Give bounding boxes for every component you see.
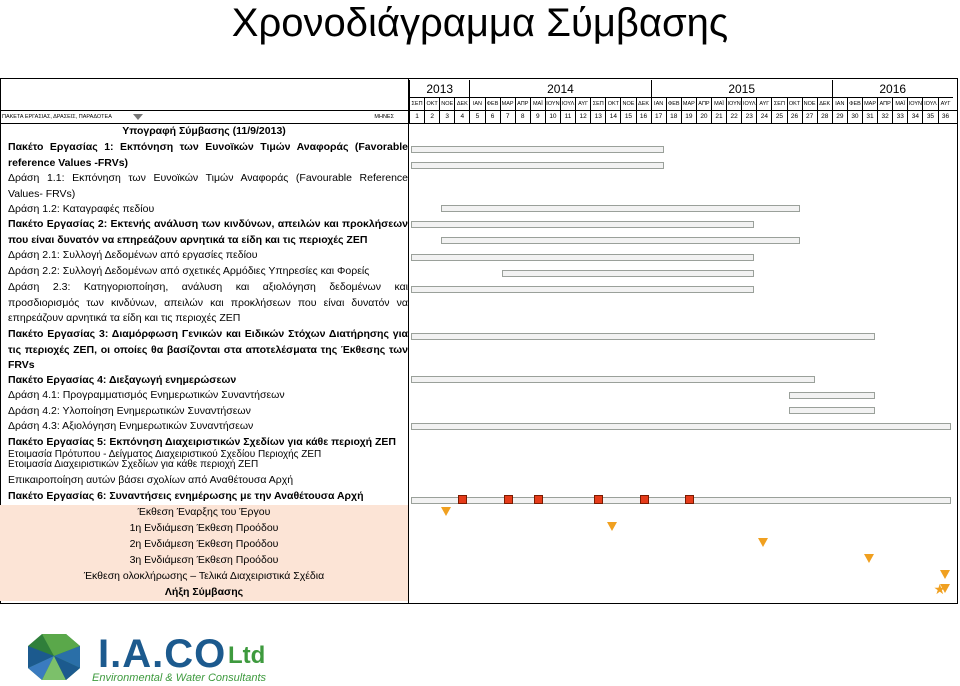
month-label: ΝΟΕ [802,98,817,110]
month-number: 32 [877,110,892,123]
month-label: ΙΟΥΝ [907,98,922,110]
month-label: ΙΟΥΛ [560,98,575,110]
gantt-bar [411,376,815,383]
row-label-11: Δράση 4.1: Προγραμματισμός Ενημερωτικών Συναντήσεων [8,389,285,401]
row-label-5: Πακέτο Εργασίας 2: Εκτενής ανάλυση των κινδύνων, απειλών και προκλήσεων που είναι δυνατόν να επηρεάζουν αρνητικά τα είδη και τις περιοχές ΖΕΠ [8,218,408,246]
logo-tagline: Environmental & Water Consultants [92,672,267,684]
milestone-label: Έκθεση Έναρξης του Έργου [137,506,271,518]
month-label: ΑΥΓ [575,98,590,110]
month-label: ΔΕΚ [454,98,469,110]
row-label-4: Δράση 1.2: Καταγραφές πεδίου [8,203,155,215]
month-number: 4 [454,110,469,123]
month-label: ΟΚΤ [605,98,620,110]
gantt-bar [441,237,799,244]
gantt-bar [411,146,664,153]
month-number: 12 [575,110,590,123]
month-label: ΦΕΒ [847,98,862,110]
month-number: 34 [907,110,922,123]
month-label: ΙΟΥΛ [922,98,937,110]
month-number: 2 [424,110,439,123]
deliverable-arrow-icon [758,538,768,547]
gantt-bar [411,162,664,169]
month-number: 19 [681,110,696,123]
row-label-16: Ετοιμασία Διαχειριστικών Σχεδίων για κάθε περιοχή ΖΕΠ [8,459,259,470]
month-label: ΑΠΡ [877,98,892,110]
meeting-marker-icon [594,495,603,504]
month-label: ΜΑΡ [500,98,515,110]
row-label-14: Πακέτο Εργασίας 5: Εκπόνηση Διαχειριστικών Σχεδίων για κάθε περιοχή ΖΕΠ [8,436,396,448]
months-header-label: ΜΗΝΕΣ [374,114,394,120]
month-label: ΜΑΪ [711,98,726,110]
month-number: 8 [515,110,530,123]
meeting-marker-icon [504,495,513,504]
gantt-bar [411,333,875,340]
month-label: ΣΕΠ [409,98,424,110]
month-label: ΙΟΥΝ [726,98,741,110]
gantt-bar [441,205,799,212]
header-left [0,112,408,122]
month-label: ΟΚΤ [424,98,439,110]
month-number: 28 [817,110,832,123]
deliverable-arrow-icon [940,570,950,579]
row-label-3: Δράση 1.1: Εκπόνηση των Ευνοϊκών Τιμών Αναφοράς (Favourable Reference Values- FRVs) [8,172,408,200]
month-number: 29 [832,110,847,123]
month-number: 17 [651,110,666,123]
month-label: ΑΥΓ [756,98,771,110]
header-rule [0,110,958,111]
iaco-logo-icon [14,628,94,686]
row-label-13: Δράση 4.3: Αξιολόγηση Ενημερωτικών Συναντήσεων [8,420,254,432]
month-label: ΣΕΠ [771,98,786,110]
gantt-bar [411,254,754,261]
deliverable-arrow-icon [864,554,874,563]
month-number: 23 [741,110,756,123]
milestone-label: 2η Ενδιάμεση Έκθεση Προόδου [129,538,279,550]
month-label: ΜΑΪ [892,98,907,110]
month-label: ΝΟΕ [439,98,454,110]
year-2016: 2016 [832,80,953,98]
gantt-bar [789,392,876,399]
meeting-marker-icon [534,495,543,504]
month-number: 18 [666,110,681,123]
gantt-bar [411,497,951,504]
meeting-marker-icon [685,495,694,504]
month-label: ΝΟΕ [620,98,635,110]
month-label: ΙΑΝ [832,98,847,110]
month-number: 26 [787,110,802,123]
month-label: ΔΕΚ [636,98,651,110]
row-label-18: Πακέτο Εργασίας 6: Συναντήσεις ενημέρωσης με την Αναθέτουσα Αρχή [8,490,364,502]
month-number: 27 [802,110,817,123]
month-label: ΑΠΡ [696,98,711,110]
month-number: 25 [771,110,786,123]
logo-suffix: Ltd [228,642,266,669]
row-label-17: Επικαιροποίηση αυτών βάσει σχολίων από Αναθέτουσα Αρχή [8,474,294,486]
gantt-bar [411,423,951,430]
gantt-bar [411,221,754,228]
month-number: 9 [530,110,545,123]
deliverable-arrow-icon [607,522,617,531]
row-label-12: Δράση 4.2: Υλοποίηση Ενημερωτικών Συναντήσεων [8,405,251,417]
gantt-bar [502,270,755,277]
milestone-label: 1η Ενδιάμεση Έκθεση Προόδου [129,522,279,534]
meeting-marker-icon [458,495,467,504]
row-label-8: Δράση 2.3: Κατηγοριοποίηση, ανάλυση και αξιολόγηση δεδομένων και προσδιορισμός των κινδύνων, απειλών και προκλήσεων που είναι δυνατόν να επηρεάζουν αρνητικά τα είδη και τις περιοχές ΖΕΠ [8,281,408,325]
month-number: 22 [726,110,741,123]
month-label: ΟΚΤ [787,98,802,110]
contract-end-star-icon: ★ [933,581,947,597]
column-divider [408,79,409,604]
month-label: ΙΑΝ [651,98,666,110]
year-2014: 2014 [469,80,650,98]
row-label-6: Δράση 2.1: Συλλογή Δεδομένων από εργασίες πεδίου [8,249,258,261]
month-number: 20 [696,110,711,123]
month-number: 24 [756,110,771,123]
month-label: ΜΑΡ [862,98,877,110]
month-number: 7 [500,110,515,123]
month-number: 5 [469,110,484,123]
gantt-bar [411,286,754,293]
meeting-marker-icon [640,495,649,504]
gantt-bar [789,407,876,414]
month-label: ΙΟΥΝ [545,98,560,110]
deliverable-arrow-icon [441,507,451,516]
year-2013: 2013 [409,80,469,98]
month-label: ΣΕΠ [590,98,605,110]
month-label: ΑΥΓ [938,98,953,110]
month-label: ΙΑΝ [469,98,484,110]
row-label-2: Πακέτο Εργασίας 1: Εκπόνηση των Ευνοϊκών Τιμών Αναφοράς (Favorable reference Values -FRVs) [8,141,408,169]
month-number: 16 [636,110,651,123]
filter-dropdown-icon[interactable] [133,114,143,120]
row-label-9: Πακέτο Εργασίας 3: Διαμόρφωση Γενικών και Ειδικών Στόχων Διατήρησης για τις περιοχές ΖΕΠ, οι οποίες θα βασίζονται στα αποτελέσματα της Έκθεσης των FRVs [8,328,408,372]
month-number: 11 [560,110,575,123]
month-number: 15 [620,110,635,123]
row-label-1: Υπογραφή Σύμβασης (11/9/2013) [122,125,286,137]
row-label-15: Ετοιμασία Πρότυπου - Δείγματος Διαχειριστικού Σχεδίου Περιοχής ΖΕΠ [8,449,322,460]
page-title: Χρονοδιάγραμμα Σύμβασης [231,1,729,45]
month-number: 30 [847,110,862,123]
month-number: 36 [938,110,953,123]
month-label: ΙΟΥΛ [741,98,756,110]
month-number: 6 [485,110,500,123]
month-label: ΜΑΪ [530,98,545,110]
month-label: ΦΕΒ [485,98,500,110]
month-number: 33 [892,110,907,123]
year-2015: 2015 [651,80,832,98]
milestone-label: Λήξη Σύμβασης [164,586,244,598]
month-number: 1 [409,110,424,123]
month-label: ΜΑΡ [681,98,696,110]
milestone-label: Έκθεση ολοκλήρωσης – Τελικά Διαχειριστικά Σχέδια [83,570,325,582]
month-label: ΔΕΚ [817,98,832,110]
row-label-10: Πακέτο Εργασίας 4: Διεξαγωγή ενημερώσεων [8,374,237,386]
activities-header-label: ΠΑΚΕΤΑ ΕΡΓΑΣΙΑΣ, ΔΡΑΣΕΙΣ, ΠΑΡΑΔΟΤΕΑ [2,114,112,120]
month-number: 14 [605,110,620,123]
month-number: 31 [862,110,877,123]
row-label-7: Δράση 2.2: Συλλογή Δεδομένων από σχετικές Αρμόδιες Υπηρεσίες και Φορείς [8,265,370,277]
month-number: 10 [545,110,560,123]
month-number: 13 [590,110,605,123]
month-number: 21 [711,110,726,123]
month-label: ΑΠΡ [515,98,530,110]
month-label: ΦΕΒ [666,98,681,110]
milestone-label: 3η Ενδιάμεση Έκθεση Προόδου [129,554,279,566]
logo-name: I.A.CO [98,632,227,676]
month-number: 3 [439,110,454,123]
month-number: 35 [922,110,937,123]
